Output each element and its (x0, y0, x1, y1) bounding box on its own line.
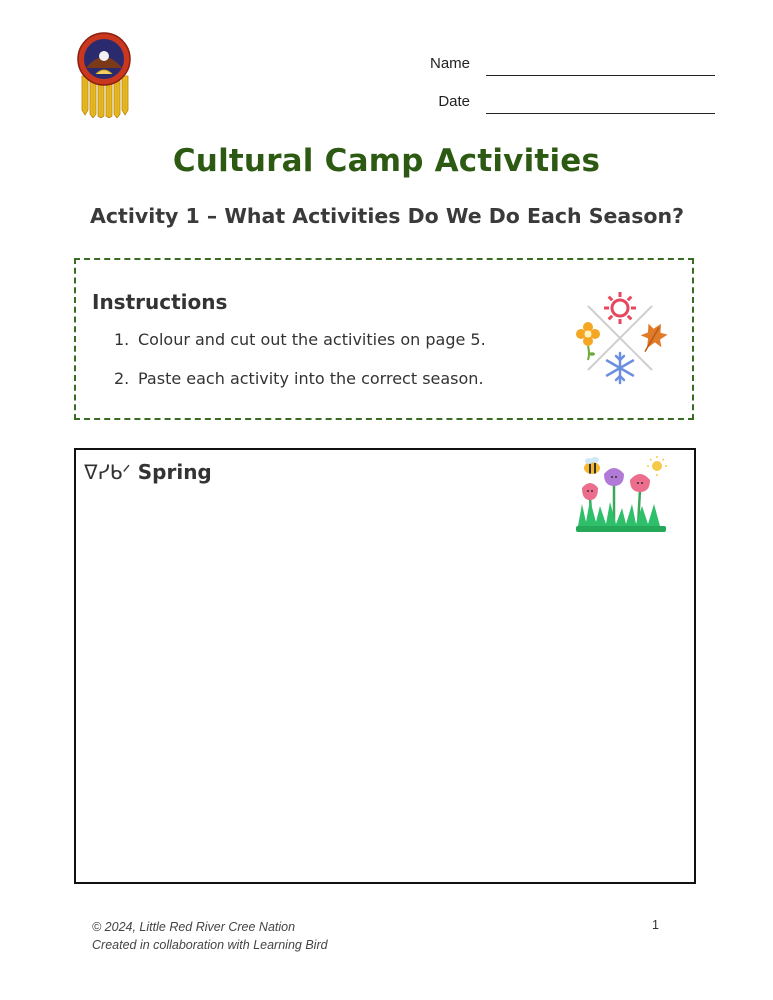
page-title: Cultural Camp Activities (172, 143, 601, 179)
footer-credits (92, 918, 328, 954)
nation-logo (74, 32, 134, 118)
list-item (114, 369, 486, 408)
activity-subtitle: Activity 1 – What Activities Do We Do Each Season? (90, 204, 684, 228)
list-number: 2. (114, 369, 130, 388)
spring-box (74, 448, 696, 884)
spring-title (84, 460, 212, 484)
list-item (114, 330, 486, 369)
instructions-list (114, 330, 486, 408)
instructions-box (74, 258, 694, 420)
footer-copyright: © 2024, Little Red River Cree Nation (92, 920, 296, 934)
four-seasons-icon (570, 288, 670, 388)
name-label: Name (429, 55, 470, 72)
date-field-row (400, 93, 720, 117)
list-number: 1. (114, 330, 130, 349)
footer-credit: Created in collaboration with Learning Bird (92, 938, 328, 952)
list-text: Paste each activity into the correct season. (138, 369, 484, 388)
instructions-heading: Instructions (92, 290, 228, 314)
date-line[interactable] (486, 113, 715, 114)
page-number: 1 (652, 918, 659, 932)
spring-flowers-icon (576, 454, 672, 534)
date-label: Date (438, 93, 470, 110)
spring-label: Spring (137, 460, 212, 484)
name-line[interactable] (486, 75, 715, 76)
name-field-row (400, 55, 720, 79)
list-text: Colour and cut out the activities on page 5. (138, 330, 486, 349)
spring-syllabics: ᐁᓯᑲᐟ (84, 460, 131, 484)
